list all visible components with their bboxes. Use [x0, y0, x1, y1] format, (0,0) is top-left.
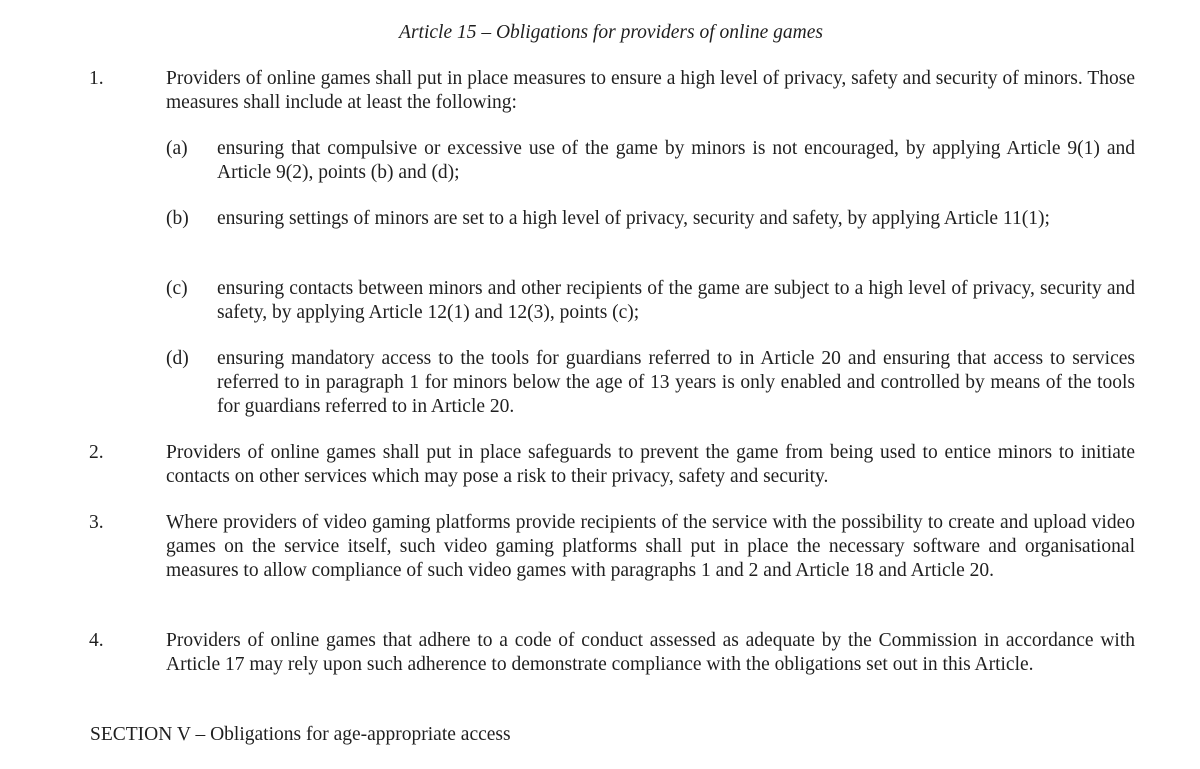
point-text: ensuring mandatory access to the tools for guardians referred to in Article 20 and ensuring that access to services referred to in paragraph 1 for minors below the age of 13 years is only enabled and controlled by means of the tools for guardians referred to in Article 20. — [217, 348, 1135, 417]
point-label: (b) — [166, 208, 189, 229]
paragraph-text: Providers of online games shall put in place safeguards to prevent the game from being used to entice minors to initiate contacts on other services which may pose a risk to their privacy, safety and security. — [166, 442, 1135, 487]
section-heading: SECTION V – Obligations for age-appropriate access — [90, 724, 511, 745]
point-label: (c) — [166, 278, 188, 299]
point-text: ensuring settings of minors are set to a high level of privacy, security and safety, by applying Article 11(1); — [217, 208, 1050, 229]
paragraph-number: 3. — [89, 512, 104, 533]
point-label: (a) — [166, 138, 188, 159]
paragraph-number: 2. — [89, 442, 104, 463]
paragraph-text: Providers of online games shall put in place measures to ensure a high level of privacy, safety and security of minors. Those measures shall include at least the following: — [166, 68, 1135, 113]
paragraph-number: 1. — [89, 68, 104, 89]
point-text: ensuring contacts between minors and other recipients of the game are subject to a high level of privacy, security and safety, by applying Article 12(1) and 12(3), points (c); — [217, 278, 1135, 323]
point-text: ensuring that compulsive or excessive use of the game by minors is not encouraged, by applying Article 9(1) and Article 9(2), points (b) and (d); — [217, 138, 1135, 183]
point-label: (d) — [166, 348, 189, 369]
paragraph-number: 4. — [89, 630, 104, 651]
article-title: Article 15 – Obligations for providers of online games — [399, 22, 823, 43]
paragraph-text: Providers of online games that adhere to a code of conduct assessed as adequate by the Commission in accordance with Article 17 may rely upon such adherence to demonstrate compliance with the obligations set out in this Article. — [166, 630, 1135, 675]
paragraph-text: Where providers of video gaming platforms provide recipients of the service with the possibility to create and upload video games on the service itself, such video gaming platforms shall put in place the necessary software and organisational measures to allow compliance of such video games with paragraphs 1 and 2 and Article 18 and Article 20. — [166, 512, 1135, 581]
